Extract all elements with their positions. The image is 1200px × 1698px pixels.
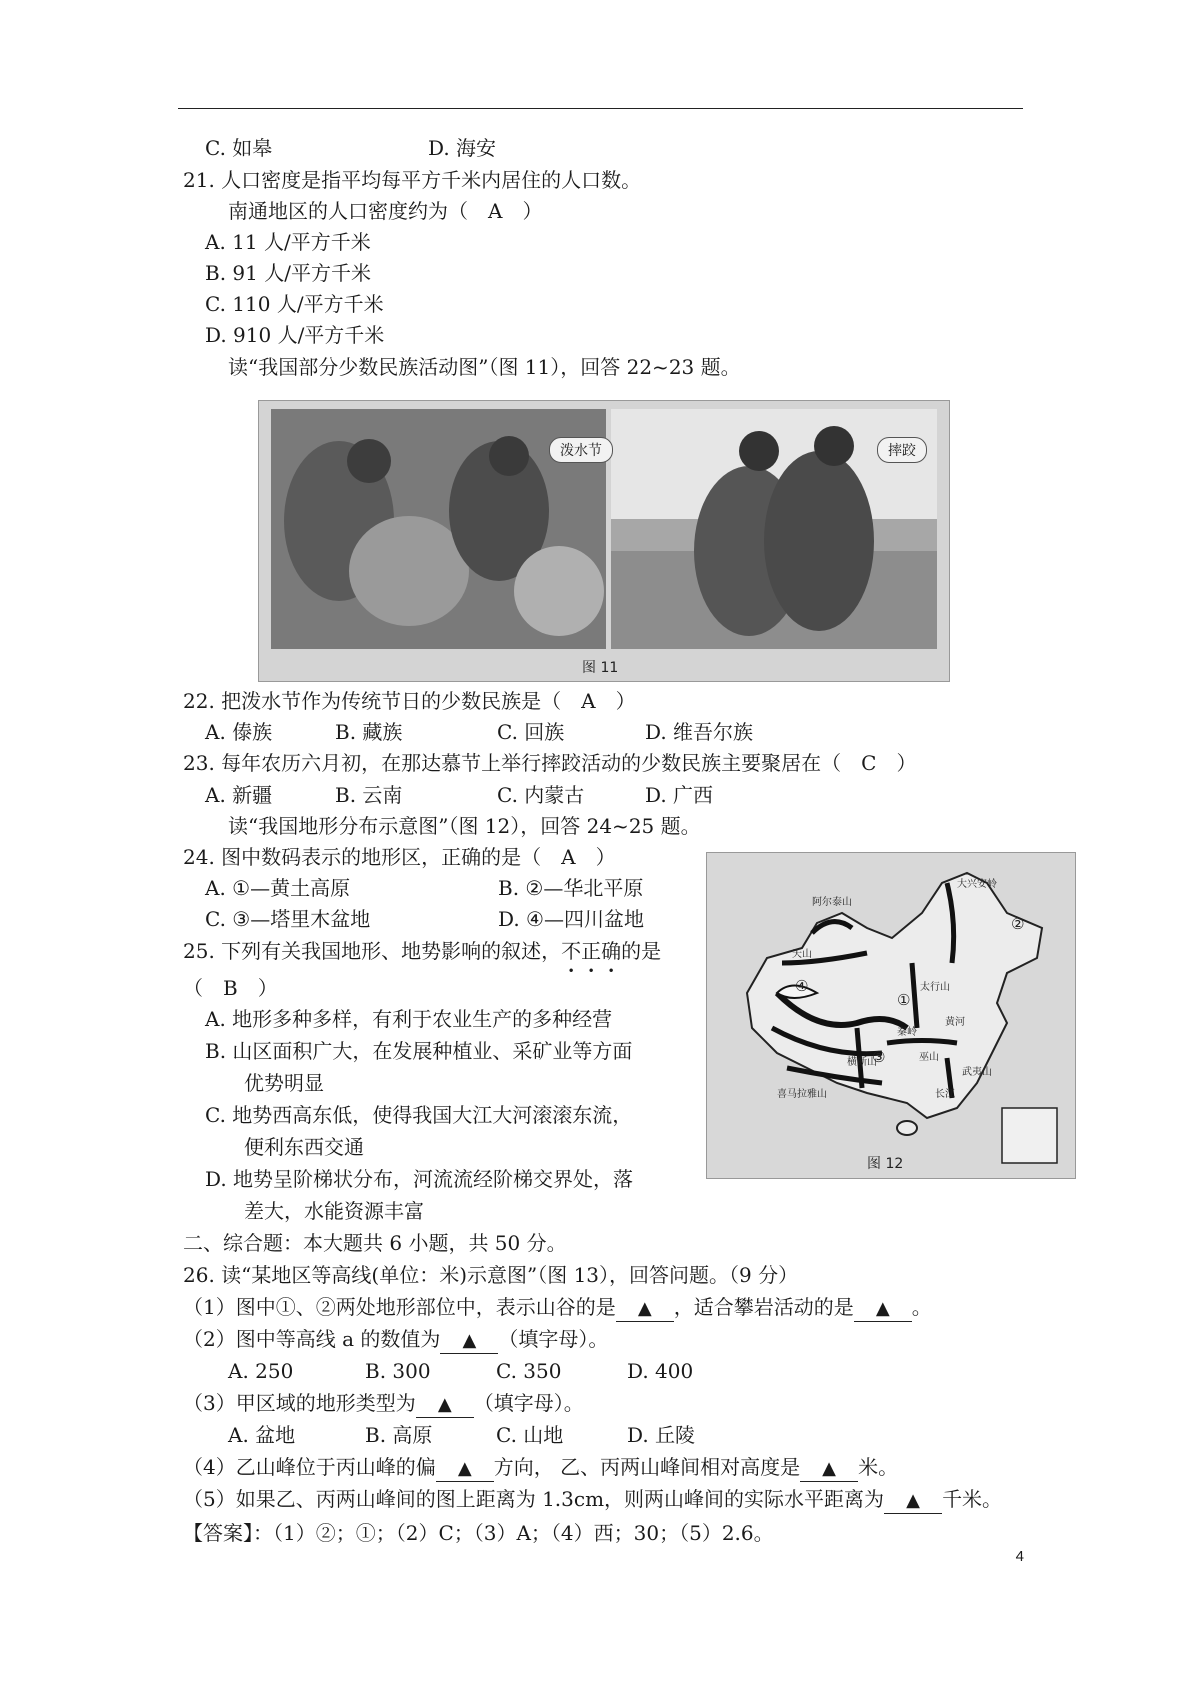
q25-option-a: A. 地形多种多样，有利于农业生产的多种经营 [205, 1007, 613, 1031]
map-label-hengduan: 横断山 [847, 1057, 877, 1068]
section-2-title: 二、综合题：本大题共 6 小题，共 50 分。 [183, 1231, 567, 1255]
option-c-top: C. 如皋 [205, 136, 273, 160]
q26-blank-7[interactable] [884, 1487, 942, 1514]
q26-stem: 26. 读“某地区等高线(单位：米)示意图”（图 13），回答问题。（9 分） [183, 1263, 799, 1287]
q26-part4-pre: （4）乙山峰位于丙山峰的偏 [183, 1455, 436, 1479]
q26-blank-1[interactable] [616, 1295, 674, 1322]
q24-option-b: B. ②—华北平原 [498, 876, 644, 900]
q26-part5-pre: （5）如果乙、丙两山峰间的图上距离为 1.3cm，则两山峰间的实际水平距离为 [183, 1487, 885, 1511]
map-label-tianshan: 天山 [792, 949, 812, 960]
q26-part2-option-c: C. 350 [496, 1359, 562, 1383]
q21-option-c: C. 110 人/平方千米 [205, 292, 384, 316]
q26-part2-option-d: D. 400 [627, 1359, 694, 1383]
q21-option-b: B. 91 人/平方千米 [205, 261, 371, 285]
triangle-mark-icon: ▲ [822, 1458, 837, 1479]
q26-blank-6[interactable] [800, 1455, 858, 1482]
map-mark-1: ① [897, 991, 911, 1009]
q26-part4 [183, 1453, 898, 1482]
q25-answer: （ B ） [183, 976, 278, 1000]
map-label-changjiang: 长江 [935, 1089, 955, 1100]
q26-part2-option-b: B. 300 [365, 1359, 431, 1383]
map-label-qinling: 秦岭 [897, 1027, 917, 1038]
q23-option-c: C. 内蒙古 [497, 783, 585, 807]
figure-11-label-right: 摔跤 [877, 437, 927, 463]
q26-part1 [183, 1293, 932, 1322]
map-label-huanghe: 黄河 [945, 1017, 965, 1028]
triangle-mark-icon: ▲ [437, 1394, 452, 1415]
q26-blank-2[interactable] [854, 1295, 912, 1322]
map-label-taihang: 太行山 [920, 982, 950, 993]
q22-option-b: B. 藏族 [335, 720, 403, 744]
q24-option-a: A. ①—黄土高原 [205, 876, 351, 900]
china-terrain-map [707, 853, 1075, 1178]
q23-option-d: D. 广西 [645, 783, 714, 807]
header-rule [178, 108, 1023, 109]
q25-emph-2: 正 [581, 939, 602, 963]
q26-part3-option-a: A. 盆地 [228, 1423, 296, 1447]
q22-option-d: D. 维吾尔族 [645, 720, 754, 744]
triangle-mark-icon: ▲ [875, 1298, 890, 1319]
intro-22-23: 读“我国部分少数民族活动图”（图 11），回答 22~23 题。 [228, 355, 741, 379]
intro-24-25: 读“我国地形分布示意图”（图 12），回答 24~25 题。 [228, 814, 701, 838]
q21-stem: 21. 人口密度是指平均每平方千米内居住的人口数。 [183, 168, 642, 192]
q25-option-c: C. 地势西高东低，使得我国大江大河滚滚东流， [205, 1103, 633, 1127]
q24-option-c: C. ③—塔里木盆地 [205, 907, 371, 931]
q25-stem-post: 的是 [621, 939, 662, 963]
map-mark-4: ④ [795, 977, 809, 995]
q22-stem: 22. 把泼水节作为传统节日的少数民族是（ A ） [183, 689, 636, 713]
figure-11-label-left: 泼水节 [549, 437, 613, 463]
q23-stem: 23. 每年农历六月初，在那达慕节上举行摔跤活动的少数民族主要聚居在（ C ） [183, 751, 917, 775]
q26-blank-5[interactable] [436, 1455, 494, 1482]
triangle-mark-icon: ▲ [637, 1298, 652, 1319]
map-label-himalaya: 喜马拉雅山 [777, 1089, 827, 1100]
q25-option-c-cont: 便利东西交通 [244, 1135, 364, 1159]
q26-part5-end: 千米。 [942, 1487, 1003, 1511]
map-label-altai: 阿尔泰山 [812, 897, 852, 908]
figure-11-caption: 图 11 [582, 660, 619, 676]
q26-part1-pre: （1）图中①、②两处地形部位中，表示山谷的是 [183, 1295, 616, 1319]
q21-option-d: D. 910 人/平方千米 [205, 323, 385, 347]
q26-part2-post: （填字母）。 [498, 1327, 609, 1351]
q26-part2 [183, 1325, 608, 1354]
q23-option-b: B. 云南 [335, 783, 403, 807]
q26-part1-mid: ，适合攀岩活动的是 [673, 1295, 854, 1319]
q25-stem [183, 937, 661, 965]
q26-blank-4[interactable] [416, 1391, 474, 1418]
q25-stem-pre: 25. 下列有关我国地形、地势影响的叙述， [183, 939, 562, 963]
figure-12 [706, 852, 1076, 1179]
q26-part3 [183, 1389, 584, 1418]
map-mark-3: ③ [872, 1048, 886, 1066]
figure-12-caption: 图 12 [867, 1156, 904, 1172]
q26-part3-option-b: B. 高原 [365, 1423, 433, 1447]
map-mark-2: ② [1011, 915, 1025, 933]
q26-part3-post: （填字母）。 [473, 1391, 584, 1415]
q26-part3-option-d: D. 丘陵 [627, 1423, 696, 1447]
triangle-mark-icon: ▲ [457, 1458, 472, 1479]
q25-option-b: B. 山区面积广大，在发展种植业、采矿业等方面 [205, 1039, 633, 1063]
map-label-wushan: 巫山 [919, 1052, 939, 1063]
q26-part4-end: 米。 [858, 1455, 899, 1479]
q25-option-d: D. 地势呈阶梯状分布，河流流经阶梯交界处，落 [205, 1167, 634, 1191]
q25-option-d-cont: 差大，水能资源丰富 [244, 1199, 424, 1223]
q26-part3-pre: （3）甲区域的地形类型为 [183, 1391, 416, 1415]
answer-line: 【答案】：（1）②；①；（2）C；（3）A；（4）西；30；（5）2.6。 [183, 1521, 774, 1545]
q21-option-a: A. 11 人/平方千米 [205, 230, 371, 254]
q25-emph-1: 不 [561, 939, 582, 963]
page-number: 4 [1015, 1548, 1024, 1565]
q22-option-c: C. 回族 [497, 720, 565, 744]
q24-option-d: D. ④—四川盆地 [498, 907, 644, 931]
q26-part3-option-c: C. 山地 [496, 1423, 564, 1447]
q21-stem2: 南通地区的人口密度约为（ A ） [228, 199, 543, 223]
q25-option-b-cont: 优势明显 [244, 1071, 324, 1095]
option-d-top: D. 海安 [428, 136, 497, 160]
triangle-mark-icon: ▲ [906, 1490, 920, 1511]
q23-option-a: A. 新疆 [205, 783, 273, 807]
q22-option-a: A. 傣族 [205, 720, 273, 744]
figure-11 [258, 400, 950, 682]
q26-part2-pre: （2）图中等高线 a 的数值为 [183, 1327, 441, 1351]
q26-part4-mid: 方向， 乙、丙两山峰间相对高度是 [493, 1455, 801, 1479]
map-label-daxinganling: 大兴安岭 [957, 879, 997, 890]
q24-stem: 24. 图中数码表示的地形区，正确的是（ A ） [183, 845, 616, 869]
triangle-mark-icon: ▲ [462, 1330, 477, 1351]
q26-part5 [183, 1485, 1002, 1514]
map-label-wuyi: 武夷山 [962, 1067, 992, 1078]
q26-part2-option-a: A. 250 [228, 1359, 294, 1383]
q26-blank-3[interactable] [440, 1327, 498, 1354]
q25-emph-3: 确 [601, 939, 622, 963]
q26-part1-end: 。 [911, 1295, 932, 1319]
